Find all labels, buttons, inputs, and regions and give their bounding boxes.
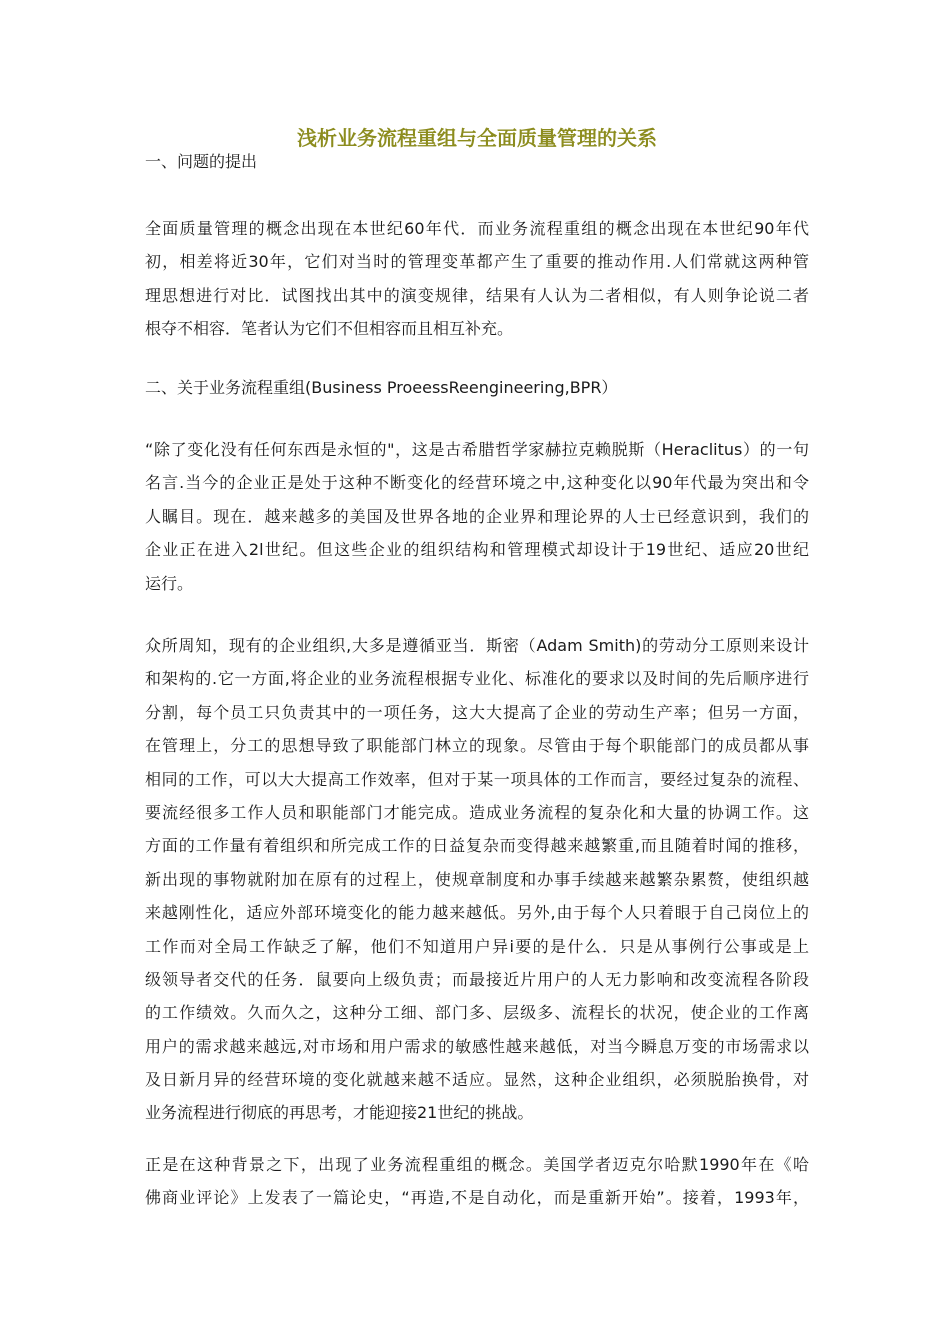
paragraph-line: 业务流程进行彻底的再思考，才能迎接21世纪的挑战。 <box>145 1103 534 1123</box>
paragraph-line: 初，相差将近30年，它们对当时的管理变革都产生了重要的推动作用.人们常就这两种管 <box>145 252 809 272</box>
document-title: 浅析业务流程重组与全面质量管理的关系 <box>297 126 657 150</box>
paragraph-line: 人瞩目。现在．越来越多的美国及世界各地的企业界和理论界的人士已经意识到，我们的 <box>145 506 809 526</box>
section-heading-2: 二、关于业务流程重组(Business ProeessReengineering,BPR） <box>145 378 618 397</box>
paragraph-line: 全面质量管理的概念出现在本世纪60年代．而业务流程重组的概念出现在本世纪90年代 <box>145 219 809 238</box>
paragraph-3 <box>145 629 809 1130</box>
paragraph-line: 分割，每个员工只负责其中的一项任务，这大大提高了企业的劳动生产率；但另一方面， <box>145 702 809 722</box>
paragraph-1 <box>145 212 809 346</box>
paragraph-line: 相同的工作，可以大大提高工作效率，但对于某一项具体的工作而言，要经过复杂的流程、 <box>145 769 809 789</box>
paragraph-2 <box>145 433 809 600</box>
paragraph-line: 在管理上，分工的思想导致了职能部门林立的现象。尽管由于每个职能部门的成员都从事 <box>145 736 809 756</box>
paragraph-line: 级领导者交代的任务．鼠要向上级负责；而最接近片用户的人无力影响和改变流程各阶段 <box>145 969 809 989</box>
paragraph-line: 运行。 <box>145 573 194 593</box>
paragraph-line: 用户的需求越来越远,对市场和用户需求的敏感性越来越低，对当今瞬息万变的市场需求以 <box>145 1036 809 1056</box>
paragraph-line: 的工作绩效。久而久之，这种分工细、部门多、层级多、流程长的状况，使企业的工作离 <box>145 1003 809 1023</box>
paragraph-line: 名言.当今的企业正是处于这种不断变化的经营环境之中,这种变化以90年代最为突出和令 <box>145 473 809 493</box>
paragraph-line: 来越刚性化，适应外部环境变化的能力越来越低。另外,由于每个人只着眼于自己岗位上的 <box>145 903 809 923</box>
paragraph-line: 众所周知，现有的企业组织,大多是遵循亚当．斯密（Adam Smith)的劳动分工原则来设计 <box>145 636 809 655</box>
section-heading-1: 一、问题的提出 <box>145 152 258 171</box>
paragraph-line: 佛商业评论》上发表了一篇论史，“再造,不是自动化，而是重新开始”。接着，1993年， <box>145 1188 809 1208</box>
paragraph-line: 理思想进行对比．试图找出其中的演变规律，结果有人认为二者相似，有人则争论说二者 <box>145 285 809 305</box>
paragraph-line: 正是在这种背景之下，出现了业务流程重组的概念。美国学者迈克尔哈默1990年在《哈 <box>145 1155 809 1174</box>
paragraph-line: “除了变化没有任何东西是永恒的"，这是古希腊哲学家赫拉克赖脱斯（Heraclitus）的一句 <box>145 440 809 459</box>
paragraph-4 <box>145 1148 809 1215</box>
paragraph-line: 和架构的.它一方面,将企业的业务流程根据专业化、标准化的要求以及时间的先后顺序进行 <box>145 669 809 689</box>
paragraph-line: 方面的工作量有着组织和所完成工作的日益复杂而变得越来越繁重,而且随着时闻的推移， <box>145 836 809 856</box>
paragraph-line: 及日新月异的经营环境的变化就越来越不适应。显然，这种企业组织，必须脱胎换骨，对 <box>145 1070 809 1090</box>
paragraph-line: 新出现的事物就附加在原有的过程上，使规章制度和办事手续越来越繁杂累赘，使组织越 <box>145 869 809 889</box>
paragraph-line: 工作而对全局工作缺乏了解，他们不知道用户异i要的是什么．只是从事例行公事或是上 <box>145 936 809 956</box>
paragraph-line: 企业正在进入2l世纪。但这些企业的组织结构和管理模式却设计于19世纪、适应20世纪 <box>145 540 809 560</box>
paragraph-line: 根夺不相容．笔者认为它们不但相容而且相互补充。 <box>145 319 514 339</box>
paragraph-line: 要流经很多工作人员和职能部门才能完成。造成业务流程的复杂化和大量的协调工作。这 <box>145 802 809 822</box>
